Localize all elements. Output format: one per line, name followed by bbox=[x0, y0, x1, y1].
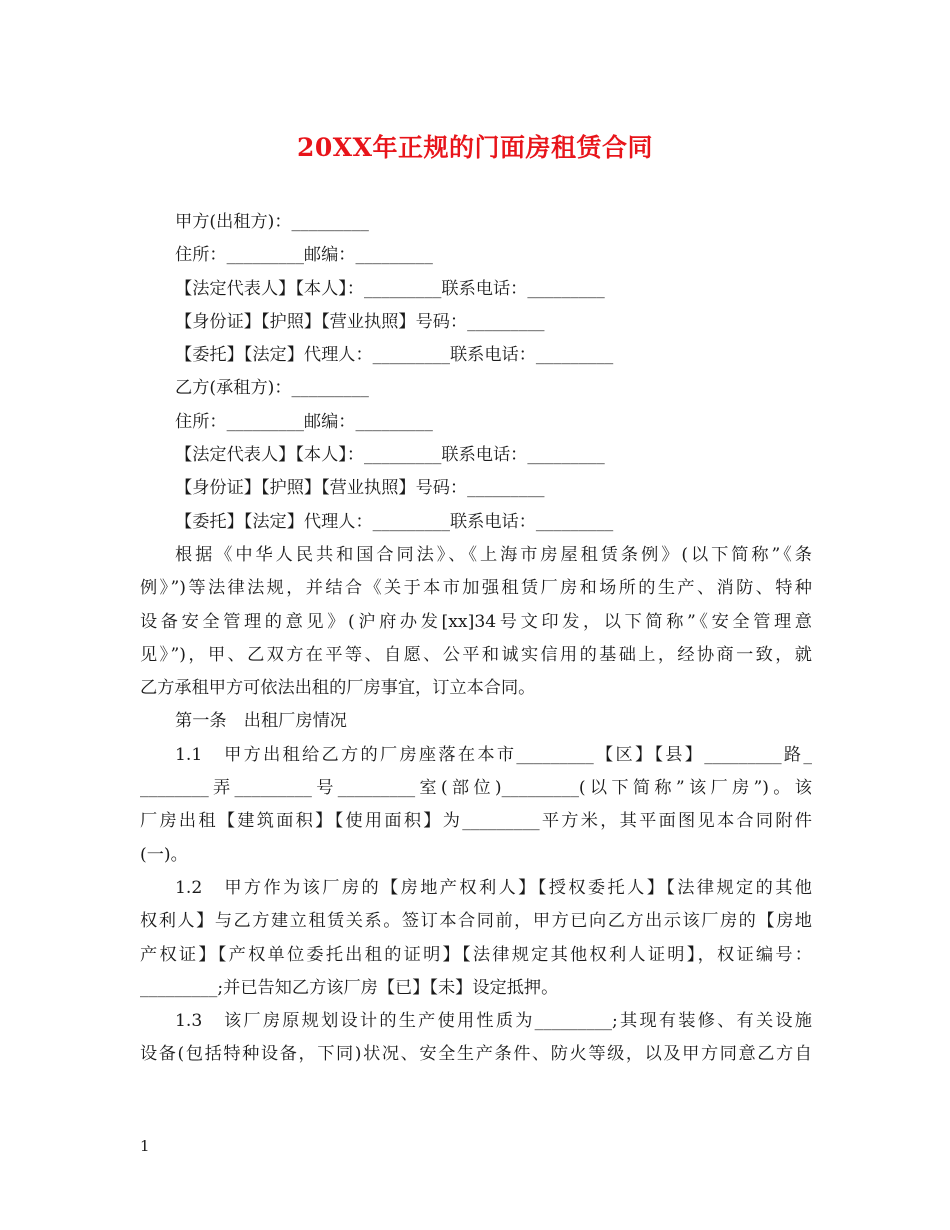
party-b-address-line: 住所：_________邮编：_________ bbox=[175, 411, 433, 432]
party-b-representative-line: 【法定代表人】【本人】：_________联系电话：_________ bbox=[175, 445, 605, 466]
page-number: 1 bbox=[140, 1137, 150, 1155]
preamble-line: 设备安全管理的意见》(沪府办发[xx]34号文印发，以下简称”《安全管理意 bbox=[140, 611, 812, 632]
party-a-line: 甲方(出租方)：_________ bbox=[175, 212, 369, 232]
party-a-address-line: 住所：_________邮编：_________ bbox=[175, 245, 433, 266]
party-a-representative-line: 【法定代表人】【本人】：_________联系电话：_________ bbox=[175, 278, 605, 299]
preamble-line: 见》”)，甲、乙双方在平等、自愿、公平和诚实信用的基础上，经协商一致，就 bbox=[140, 644, 812, 665]
clause-1-2-line: 产权证】【产权单位委托出租的证明】【法律规定其他权利人证明】，权证编号： bbox=[140, 944, 812, 965]
preamble-line: 根据《中华人民共和国合同法》、《上海市房屋租赁条例》(以下简称”《条 bbox=[175, 544, 812, 565]
clause-1-1-line: 1.1 甲方出租给乙方的厂房座落在本市_________【区】【县】_________路_ bbox=[175, 744, 812, 765]
clause-1-1-line: (一)。 bbox=[140, 844, 188, 865]
party-a-id-line: 【身份证】【护照】【营业执照】号码：_________ bbox=[175, 311, 545, 332]
clause-1-3-line: 设备(包括特种设备，下同)状况、安全生产条件、防火等级，以及甲方同意乙方自 bbox=[140, 1044, 812, 1065]
party-b-agent-line: 【委托】【法定】代理人：_________联系电话：_________ bbox=[175, 511, 614, 532]
preamble-line: 乙方承租甲方可依法出租的厂房事宜，订立本合同。 bbox=[140, 678, 536, 699]
clause-1-2-line: 1.2 甲方作为该厂房的【房地产权利人】【授权委托人】【法律规定的其他 bbox=[175, 877, 812, 898]
party-a-agent-line: 【委托】【法定】代理人：_________联系电话：_________ bbox=[175, 345, 614, 366]
clause-1-3-line: 1.3 该厂房原规划设计的生产使用性质为_________;其现有装修、有关设施 bbox=[175, 1011, 812, 1032]
party-b-id-line: 【身份证】【护照】【营业执照】号码：_________ bbox=[175, 478, 545, 499]
clause-1-1-line: ________弄_________号_________室(部位)_________(以下简称”该厂房”)。该 bbox=[140, 778, 812, 799]
page-title: 20XX年正规的门面房租赁合同 bbox=[296, 133, 654, 162]
clause-1-1-line: 厂房出租【建筑面积】【使用面积】为_________平方米，其平面图见本合同附件 bbox=[140, 811, 812, 832]
article-heading: 第一条 出租厂房情况 bbox=[175, 711, 347, 732]
party-b-line: 乙方(承租方)：_________ bbox=[175, 378, 369, 399]
clause-1-2-line: _________;并已告知乙方该厂房【已】【未】设定抵押。 bbox=[140, 977, 559, 998]
preamble-line: 例》”)等法律法规，并结合《关于本市加强租赁厂房和场所的生产、消防、特种 bbox=[140, 578, 812, 599]
document-body bbox=[140, 206, 812, 1072]
clause-1-2-line: 权利人】与乙方建立租赁关系。签订本合同前，甲方已向乙方出示该厂房的【房地 bbox=[140, 911, 812, 932]
